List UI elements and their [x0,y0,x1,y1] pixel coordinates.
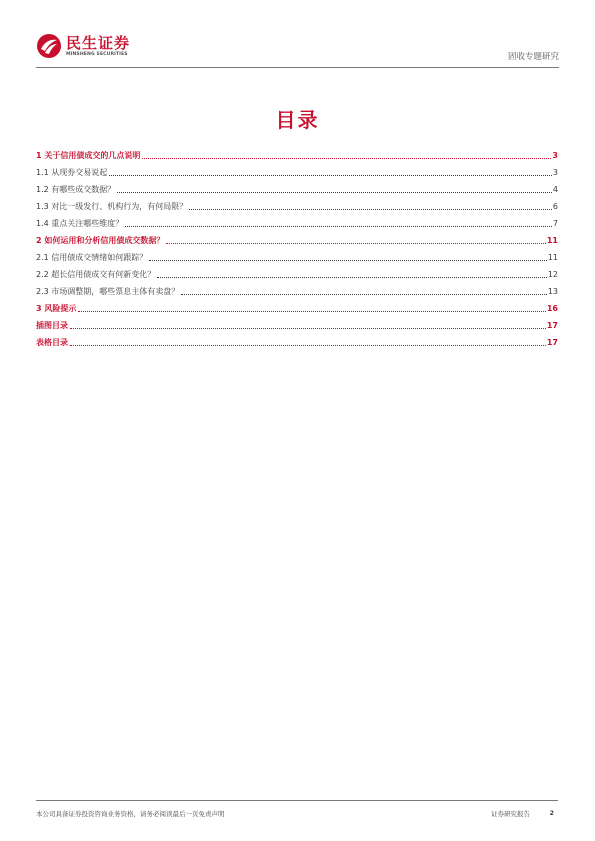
toc-entry[interactable] [36,314,558,331]
toc-entry-title: 1.2 有哪些成交数据？ [36,185,116,194]
toc-entry-title: 表格目录 [36,338,68,347]
company-logo [36,30,130,62]
toc-dot-leader [70,345,546,346]
toc-dot-leader [166,243,546,244]
toc-dot-leader [181,294,547,295]
toc-entry-page: 6 [552,202,558,211]
toc-entry-page: 7 [552,219,558,228]
toc-entry-page: 11 [546,236,558,245]
toc-entry[interactable] [36,195,558,212]
toc-entry-page: 17 [546,321,558,330]
toc-entry-page: 13 [547,287,558,296]
toc-entry-title: 2.3 市场调整期，哪些票息主体有卖盘？ [36,287,180,296]
toc-entry-title: 1.3 对比一级发行、机构行为，有何局限？ [36,202,188,211]
toc-entry[interactable] [36,297,558,314]
minsheng-logo-icon [36,33,62,59]
toc-entry-page: 4 [552,185,558,194]
toc-entry-title: 2.2 超长信用债成交有何新变化？ [36,270,156,279]
toc-dot-leader [149,260,547,261]
page-header [36,30,559,68]
toc-entry-title: 1.1 从现券交易说起 [36,168,108,177]
logo-chinese-name: 民生证券 [66,33,131,52]
toc-entry[interactable] [36,263,558,280]
toc-entry-title: 插图目录 [36,321,68,330]
toc-entry[interactable] [36,246,558,263]
report-type-label: 固收专题研究 [507,52,559,62]
toc-entry[interactable] [36,144,558,161]
toc-entry-title: 2 如何运用和分析信用债成交数据？ [36,236,165,245]
toc-entry-page: 3 [552,151,558,160]
toc-dot-leader [157,277,547,278]
toc-entry-title: 1 关于信用债成交的几点说明 [36,151,141,160]
page-number: 2 [549,809,554,817]
logo-english-name: MINSHENG SECURITIES [66,51,128,57]
page-title: 目录 [275,108,320,132]
toc-entry-title: 3 风险提示 [36,304,77,313]
toc-entry-title: 2.1 信用债成交情绪如何跟踪？ [36,253,148,262]
toc-entry-page: 3 [552,168,558,177]
page-footer [36,800,558,822]
footer-report-type: 证券研究报告 [491,810,530,818]
toc-dot-leader [142,158,551,159]
toc-entry[interactable] [36,161,558,178]
table-of-contents [36,144,558,348]
toc-entry[interactable] [36,178,558,195]
toc-entry-page: 12 [547,270,558,279]
toc-entry-page: 11 [547,253,558,262]
toc-dot-leader [70,328,546,329]
toc-entry-page: 17 [546,338,558,347]
toc-dot-leader [78,311,546,312]
toc-dot-leader [125,226,552,227]
footer-disclaimer: 本公司具备证券投资咨询业务资格，请务必阅读最后一页免责声明 [36,810,225,818]
toc-dot-leader [109,175,552,176]
toc-dot-leader [189,209,552,210]
toc-entry[interactable] [36,331,558,348]
toc-entry[interactable] [36,212,558,229]
toc-entry-page: 16 [546,304,558,313]
toc-dot-leader [117,192,552,193]
toc-entry[interactable] [36,229,558,246]
toc-entry[interactable] [36,280,558,297]
toc-entry-title: 1.4 重点关注哪些维度？ [36,219,124,228]
